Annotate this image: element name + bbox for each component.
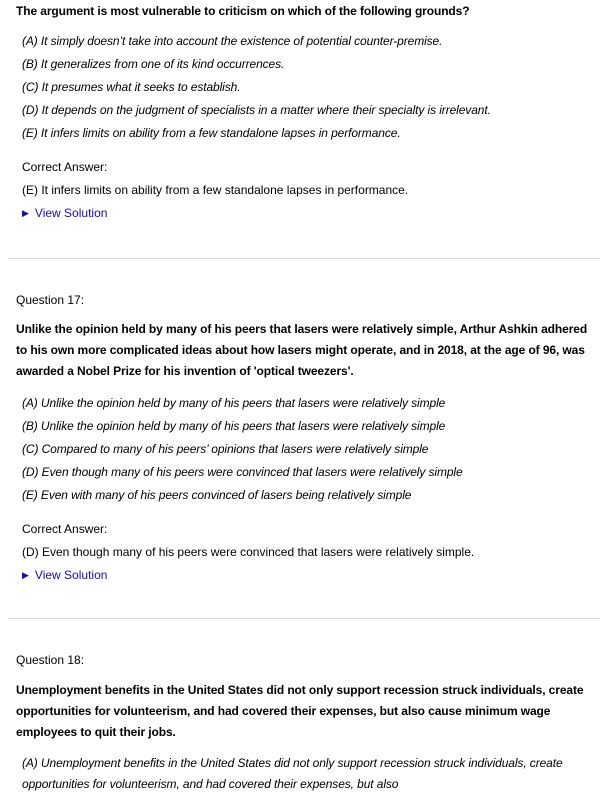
question-17-heading: Question 17: [16,293,85,307]
option-e: (E) Even with many of his peers convinced of lasers being relatively simple [22,488,412,502]
option-e: (E) It infers limits on ability from a few standalone lapses in performance. [22,126,401,140]
option-c: (C) Compared to many of his peers’ opinions that lasers were relatively simple [22,442,429,456]
view-solution-toggle[interactable] [22,203,107,224]
option-a: (A) It simply doesn’t take into account the existence of potential counter-premise. [22,34,443,48]
question-17-options [22,392,612,507]
correct-answer-text: (E) It infers limits on ability from a few standalone lapses in performance. [22,183,409,197]
option-d: (D) It depends on the judgment of specialists in a matter where their specialty is irrelevant. [22,103,491,117]
question-18 [0,680,612,795]
divider [8,618,600,619]
option-d: (D) Even though many of his peers were convinced that lasers were relatively simple [22,465,463,479]
triangle-right-icon: ▶ [22,570,29,580]
divider [8,258,600,259]
correct-answer-text: (D) Even though many of his peers were convinced that lasers were relatively simple. [22,545,475,559]
correct-answer-label: Correct Answer: [22,522,108,536]
question-18-heading: Question 18: [16,653,85,667]
option-c: (C) It presumes what it seeks to establish. [22,80,241,94]
question-18-options [22,753,612,795]
option-a: (A) Unlike the opinion held by many of his peers that lasers were relatively simple [22,396,446,410]
view-solution-label: View Solution [34,568,108,582]
question-17 [0,319,612,586]
correct-answer-label: Correct Answer: [22,160,108,174]
option-b: (B) It generalizes from one of its kind occurrences. [22,57,285,71]
question-18-stem: Unemployment benefits in the United States did not only support recession struck individuals, create opportunities for volunteerism, and had covered their expenses, but also cause minimum wage employees to quit their jobs. [16,683,584,739]
option-a: (A) Unemployment benefits in the United States did not only support recession struck individuals, create opportunities for volunteerism, and had covered their expenses, but also [22,756,563,791]
question-16-stem: The argument is most vulnerable to criticism on which of the following grounds? [16,4,470,18]
triangle-right-icon: ▶ [22,208,29,218]
question-16 [0,1,612,224]
question-16-options [22,30,612,145]
option-b: (B) Unlike the opinion held by many of his peers that lasers were relatively simple [22,419,446,433]
question-17-stem: Unlike the opinion held by many of his peers that lasers were relatively simple, Arthur Ashkin adhered to his own more complicated ideas about how lasers might operate, and in 2018, at the age of 96, was awarded a Nobel Prize for his invention of 'optical tweezers'. [16,322,588,378]
view-solution-label: View Solution [34,206,108,220]
view-solution-toggle[interactable] [22,565,107,586]
